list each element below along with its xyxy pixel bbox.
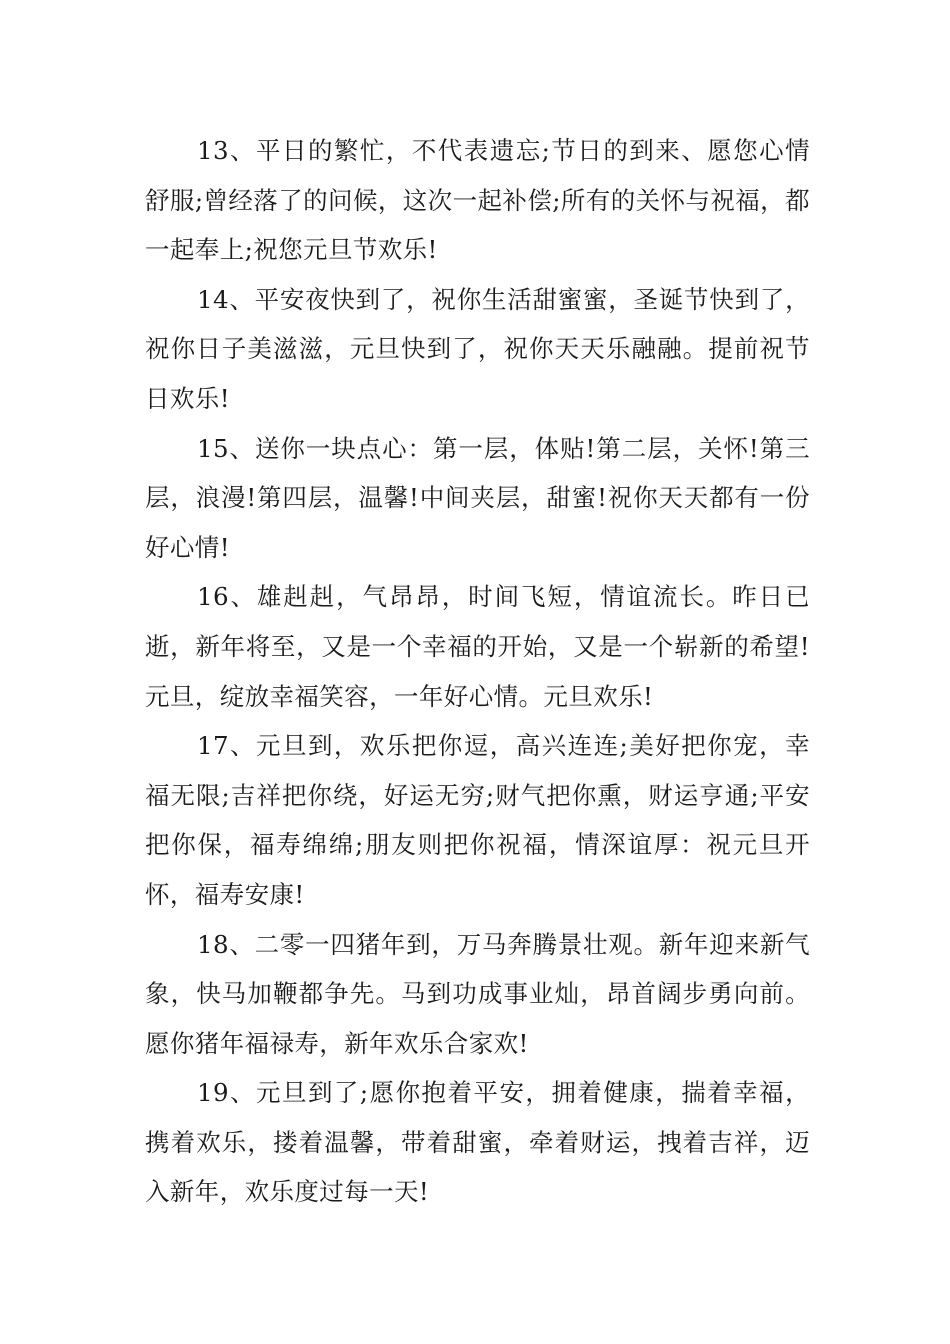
paragraph-13: 13、平日的繁忙，不代表遗忘;节日的到来、愿您心情舒服;曾经落了的问候，这次一起补偿;所有的关怀与祝福，都一起奉上;祝您元旦节欢乐!: [145, 136, 810, 265]
paragraph-18: 18、二零一四猪年到，万马奔腾景壮观。新年迎来新气象，快马加鞭都争先。马到功成事业灿，昂首阔步勇向前。愿你猪年福禄寿，新年欢乐合家欢!: [145, 929, 810, 1058]
paragraph-15: 15、送你一块点心：第一层，体贴!第二层，关怀!第三层，浪漫!第四层，温馨!中间夹层，甜蜜!祝你天天都有一份好心情!: [145, 433, 810, 562]
paragraph-14: 14、平安夜快到了，祝你生活甜蜜蜜，圣诞节快到了，祝你日子美滋滋，元旦快到了，祝你天天乐融融。提前祝节日欢乐!: [145, 284, 810, 413]
document-body: [145, 126, 810, 1217]
paragraph-17: 17、元旦到，欢乐把你逗，高兴连连;美好把你宠，幸福无限;吉祥把你绕，好运无穷;财气把你熏，财运亨通;平安把你保，福寿绵绵;朋友则把你祝福，情深谊厚：祝元旦开怀，福寿安康!: [145, 731, 810, 909]
paragraph-16: 16、雄赳赳，气昂昂，时间飞短，情谊流长。昨日已逝，新年将至，又是一个幸福的开始，又是一个崭新的希望!元旦，绽放幸福笑容，一年好心情。元旦欢乐!: [145, 582, 810, 711]
paragraph-19: 19、元旦到了;愿你抱着平安，拥着健康，揣着幸福，携着欢乐，搂着温馨，带着甜蜜，牵着财运，拽着吉祥，迈入新年，欢乐度过每一天!: [145, 1078, 810, 1207]
